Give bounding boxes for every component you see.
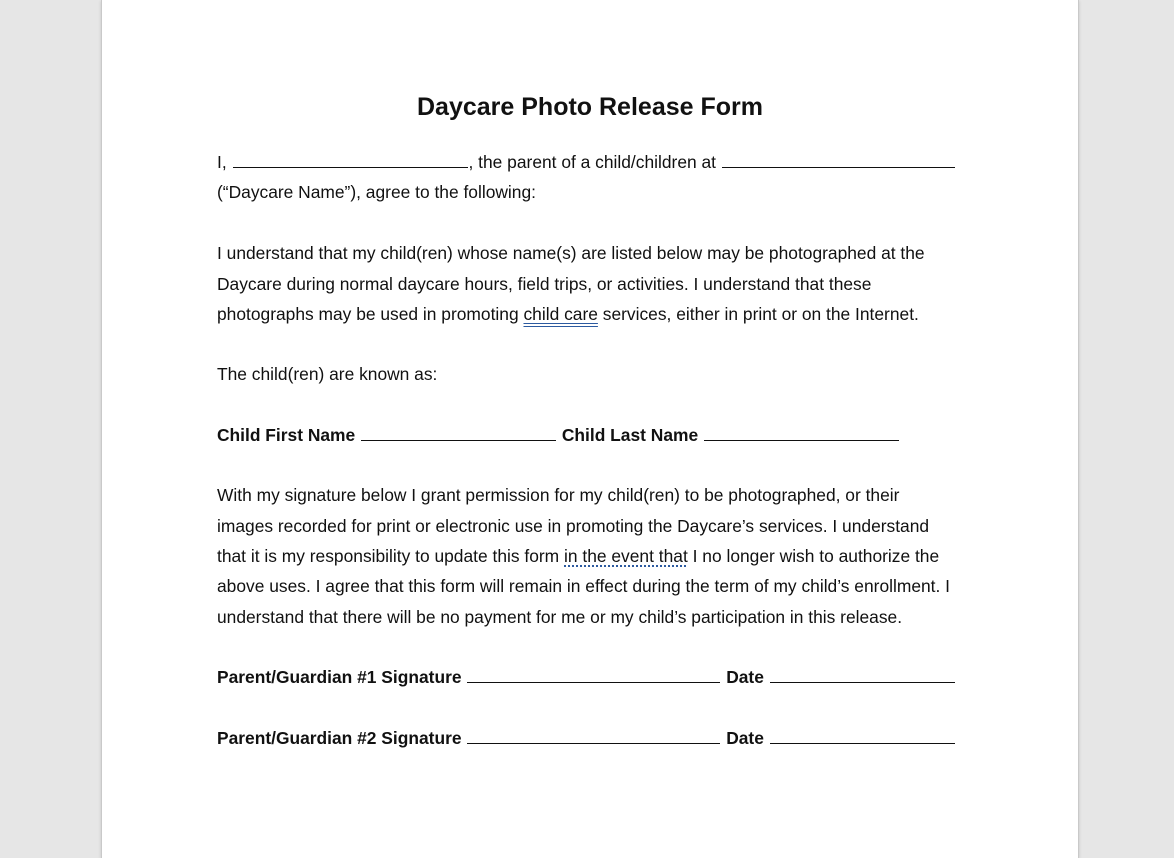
para1-line-3-start: photographs may be used in promoting xyxy=(217,304,519,324)
signature-2-label: Parent/Guardian #2 Signature xyxy=(217,728,462,748)
signature-2-date-label: Date xyxy=(726,728,764,748)
para2-line-4: above uses. I agree that this form will remain in effect during the term of my child’s enrollment. I xyxy=(217,576,950,596)
signature-1-date-label: Date xyxy=(726,667,764,687)
intro-line-2: (“Daycare Name”), agree to the following: xyxy=(217,182,536,202)
signature-1-date-blank[interactable] xyxy=(770,667,955,683)
grammar-suggestion-child-care[interactable]: child care xyxy=(523,304,598,324)
signature-row-1 xyxy=(217,666,956,688)
signature-2-blank[interactable] xyxy=(467,728,720,744)
para1-line-3 xyxy=(217,303,919,325)
para2-line-3-start: that it is my responsibility to update this form xyxy=(217,546,560,566)
signature-row-2 xyxy=(217,727,956,749)
child-last-name-blank[interactable] xyxy=(704,425,899,441)
intro-text-start: I, xyxy=(217,152,227,172)
child-first-name-label: Child First Name xyxy=(217,425,356,445)
daycare-name-blank[interactable] xyxy=(722,152,955,168)
signature-1-label: Parent/Guardian #1 Signature xyxy=(217,667,462,687)
document-title: Daycare Photo Release Form xyxy=(417,93,763,121)
style-suggestion-in-the-event-that[interactable]: in the event that xyxy=(564,546,688,566)
signature-2-date-blank[interactable] xyxy=(770,728,955,744)
para2-line-1: With my signature below I grant permission for my child(ren) to be photographed, or their xyxy=(217,485,900,505)
signature-1-blank[interactable] xyxy=(467,667,720,683)
para2-line-5: understand that there will be no payment for me or my child’s participation in this release. xyxy=(217,607,903,627)
parent-name-blank[interactable] xyxy=(233,152,468,168)
document-page xyxy=(101,0,1079,858)
intro-line-1 xyxy=(217,151,956,173)
intro-text-middle: , the parent of a child/children at xyxy=(468,152,717,172)
child-name-fields xyxy=(217,424,900,446)
para1-line-3-end: services, either in print or on the Internet. xyxy=(602,304,919,324)
para2-line-3 xyxy=(217,545,939,567)
child-first-name-blank[interactable] xyxy=(361,425,556,441)
known-as-text: The child(ren) are known as: xyxy=(217,364,438,384)
child-last-name-label: Child Last Name xyxy=(561,425,699,445)
para2-line-3-end: I no longer wish to authorize the xyxy=(692,546,940,566)
para1-line-2: Daycare during normal daycare hours, field trips, or activities. I understand that these xyxy=(217,274,872,294)
para1-line-1: I understand that my child(ren) whose name(s) are listed below may be photographed at the xyxy=(217,243,925,263)
para2-line-2: images recorded for print or electronic use in promoting the Daycare’s services. I understand xyxy=(217,516,930,536)
